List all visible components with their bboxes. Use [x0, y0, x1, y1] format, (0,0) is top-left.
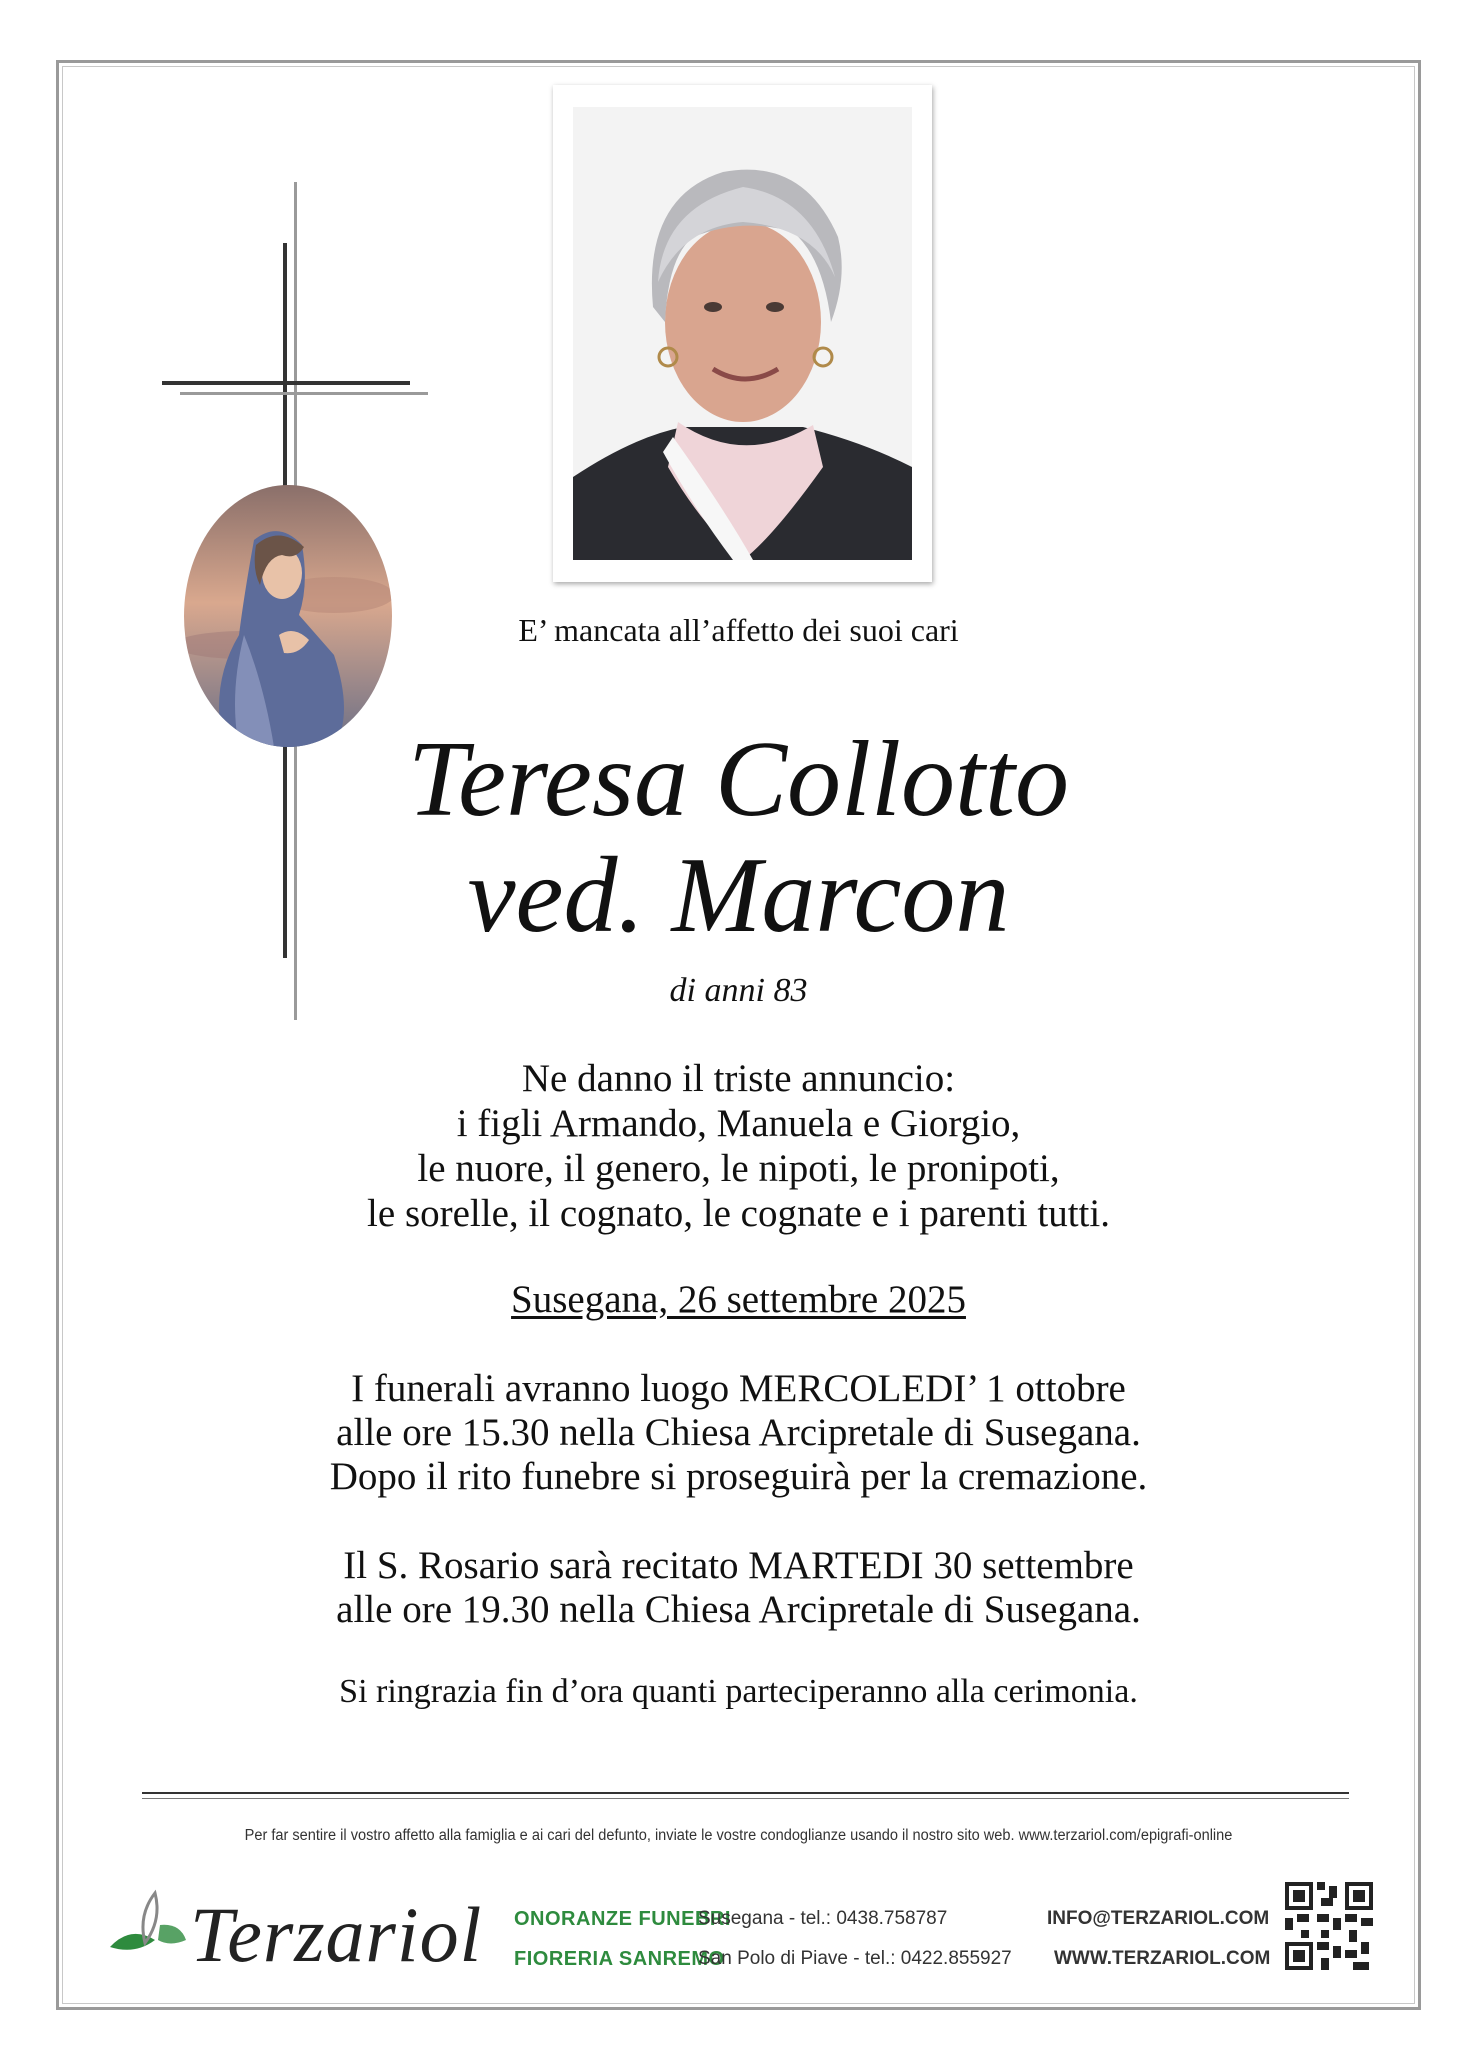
terzariol-logo: Terzariol [190, 1891, 483, 1978]
rosary-info [200, 1544, 1277, 1632]
deceased-name [200, 722, 1277, 954]
rosary-line: alle ore 19.30 nella Chiesa Arcipretale di Susegana. [336, 1588, 1141, 1631]
funeral-line: I funerali avranno luogo MERCOLEDI’ 1 ottobre [351, 1367, 1126, 1410]
brand-onoranze: ONORANZE FUNEBRI [514, 1908, 731, 1930]
phone-san-polo: San Polo di Piave - tel.: 0422.855927 [698, 1948, 1012, 1969]
place-date: Susegana, 26 settembre 2025 [511, 1278, 966, 1321]
announcement [200, 1056, 1277, 1236]
email-link[interactable]: INFO@TERZARIOL.COM [1047, 1908, 1270, 1929]
announce-line: le sorelle, il cognato, le cognate e i parenti tutti. [367, 1192, 1110, 1235]
brand-fioreria: FIORERIA SANREMO [514, 1948, 725, 1970]
announce-line: i figli Armando, Manuela e Giorgio, [456, 1102, 1021, 1145]
portrait-frame [553, 85, 932, 582]
portrait-photo [573, 107, 912, 560]
announce-line: Ne danno il triste annuncio: [521, 1057, 956, 1100]
rosary-line: Il S. Rosario sarà recitato MARTEDI 30 settembre [343, 1544, 1134, 1587]
leaf-logo-icon [100, 1885, 190, 1975]
thanks-text: Si ringrazia fin d’ora quanti parteciperanno alla cerimonia. [339, 1673, 1138, 1710]
condolence-note: Per far sentire il vostro affetto alla famiglia e ai cari del defunto, inviate le vostre condoglianze usando il nostro sito web. www.terzariol.com/epigrafi-online [244, 1827, 1233, 1844]
name-line-1: Teresa Collotto [407, 720, 1070, 839]
website-link[interactable]: WWW.TERZARIOL.COM [1054, 1948, 1271, 1969]
name-line-2: ved. Marcon [467, 836, 1010, 955]
funeral-info [200, 1367, 1277, 1499]
announce-line: le nuore, il genero, le nipoti, le pronipoti, [417, 1147, 1060, 1190]
footer-divider [142, 1792, 1349, 1794]
funeral-line: Dopo il rito funebre si proseguirà per la cremazione. [329, 1455, 1148, 1498]
age-text: di anni 83 [669, 972, 808, 1009]
phone-susegana: Susegana - tel.: 0438.758787 [698, 1908, 948, 1929]
qr-code[interactable] [1285, 1882, 1373, 1970]
footer-divider-thin [142, 1798, 1349, 1799]
funeral-line: alle ore 15.30 nella Chiesa Arcipretale di Susegana. [336, 1411, 1141, 1454]
intro-text: E’ mancata all’affetto dei suoi cari [518, 612, 959, 648]
